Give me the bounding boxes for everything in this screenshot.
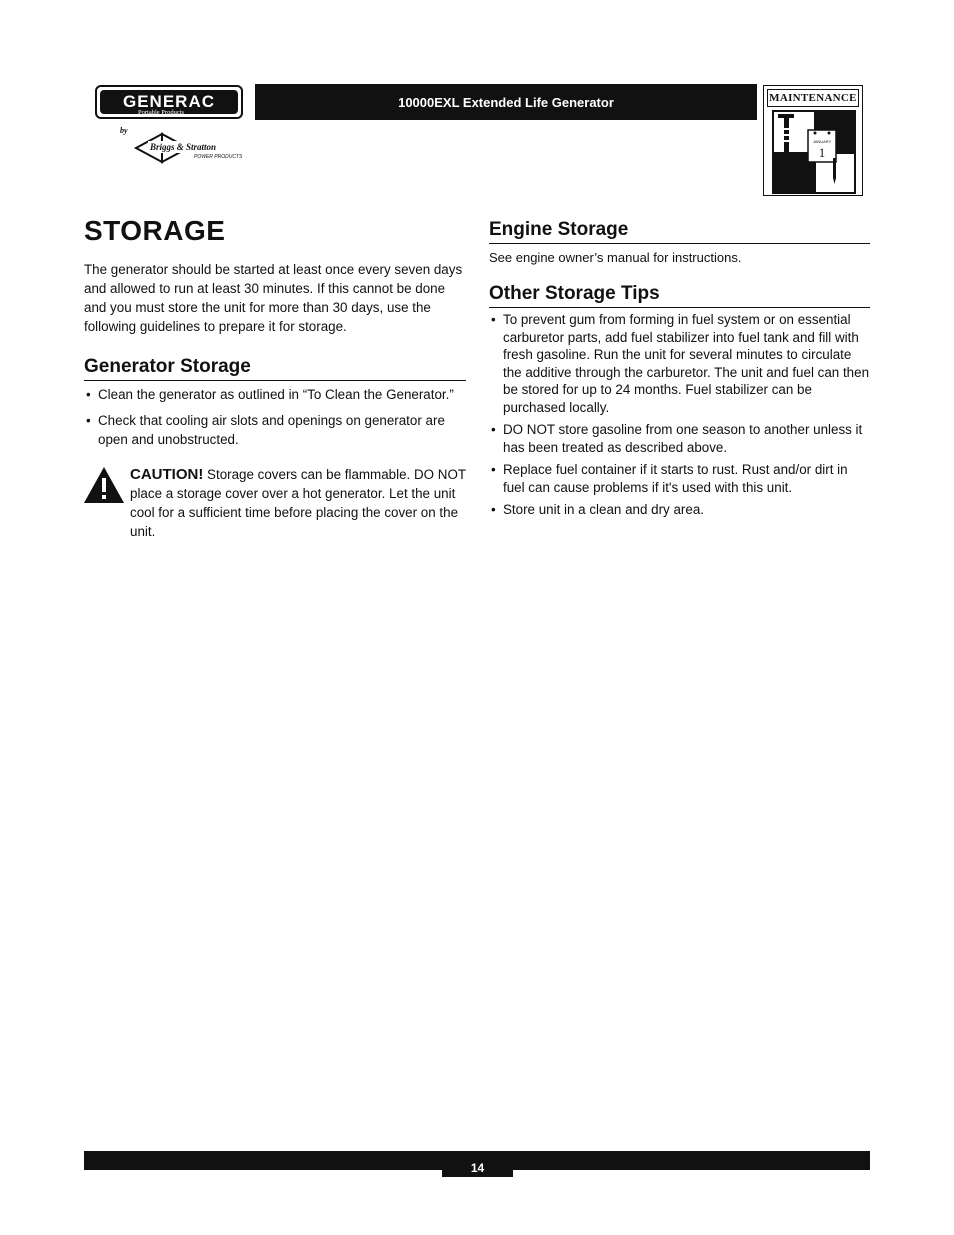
list-item: • To prevent gum from forming in fuel system or on essential carburetor parts, add fuel stabilizer into fuel tank and fill with fresh gasoline. Run the unit for several minutes to circulate the additive through the carburetor. The unit and fuel can then be stored for up to 24 months. Fuel stabilizer can be purchased locally. xyxy=(489,311,870,416)
generator-storage-list xyxy=(84,386,466,449)
caution-triangle-icon xyxy=(84,467,124,503)
list-item: • Check that cooling air slots and openings on generator are open and unobstructed. xyxy=(84,411,466,449)
product-title: 10000EXL Extended Life Generator xyxy=(398,94,614,110)
list-item: • Store unit in a clean and dry area. xyxy=(489,501,870,519)
maintenance-label: MAINTENANCE xyxy=(767,89,859,107)
caution-text: Storage covers can be flammable. DO NOT place a storage cover over a hot generator. Let the unit cool for a sufficient time before placing the cover on the unit. xyxy=(130,466,466,539)
brand-name: GENERAC xyxy=(122,92,215,111)
partner-name: Briggs & Stratton xyxy=(150,142,217,152)
intro-paragraph: The generator should be started at least once every seven days and allowed to run at least 30 minutes. If this cannot be done and you must store the unit for more than 30 days, use the following guidelines to prepare it for storage. xyxy=(84,262,463,334)
maintenance-calendar-icon xyxy=(772,110,856,194)
list-item: • DO NOT store gasoline from one season to another unless it has been treated as described above. xyxy=(489,421,870,456)
generator-storage-heading: Generator Storage xyxy=(84,356,466,381)
partner-subtitle: POWER PRODUCTS xyxy=(194,154,243,160)
briggs-stratton-logo xyxy=(132,128,252,168)
page-title: STORAGE xyxy=(84,215,226,246)
left-column xyxy=(84,260,466,541)
page-number: 14 xyxy=(442,1155,513,1177)
other-storage-tips-heading: Other Storage Tips xyxy=(489,283,870,308)
engine-storage-heading: Engine Storage xyxy=(489,219,870,244)
maintenance-badge xyxy=(763,85,863,196)
brand-subtitle: Portable Products xyxy=(138,109,185,116)
caution-label: CAUTION! xyxy=(130,465,204,483)
list-item: • Clean the generator as outlined in “To Clean the Generator.” xyxy=(84,386,466,404)
engine-storage-text: See engine owner’s manual for instructions. xyxy=(489,250,742,265)
list-item: • Replace fuel container if it starts to rust. Rust and/or dirt in fuel can cause problems if it's used with this unit. xyxy=(489,461,870,496)
caution-text-block xyxy=(130,465,466,541)
product-title-bar xyxy=(255,84,757,120)
by-label: by xyxy=(120,126,128,135)
calendar-day: 1 xyxy=(818,145,826,160)
calendar-month: JANUARY xyxy=(812,139,832,144)
generac-logo xyxy=(95,85,243,119)
right-column xyxy=(489,219,870,519)
other-storage-tips-list xyxy=(489,311,870,519)
caution-notice xyxy=(84,465,466,541)
